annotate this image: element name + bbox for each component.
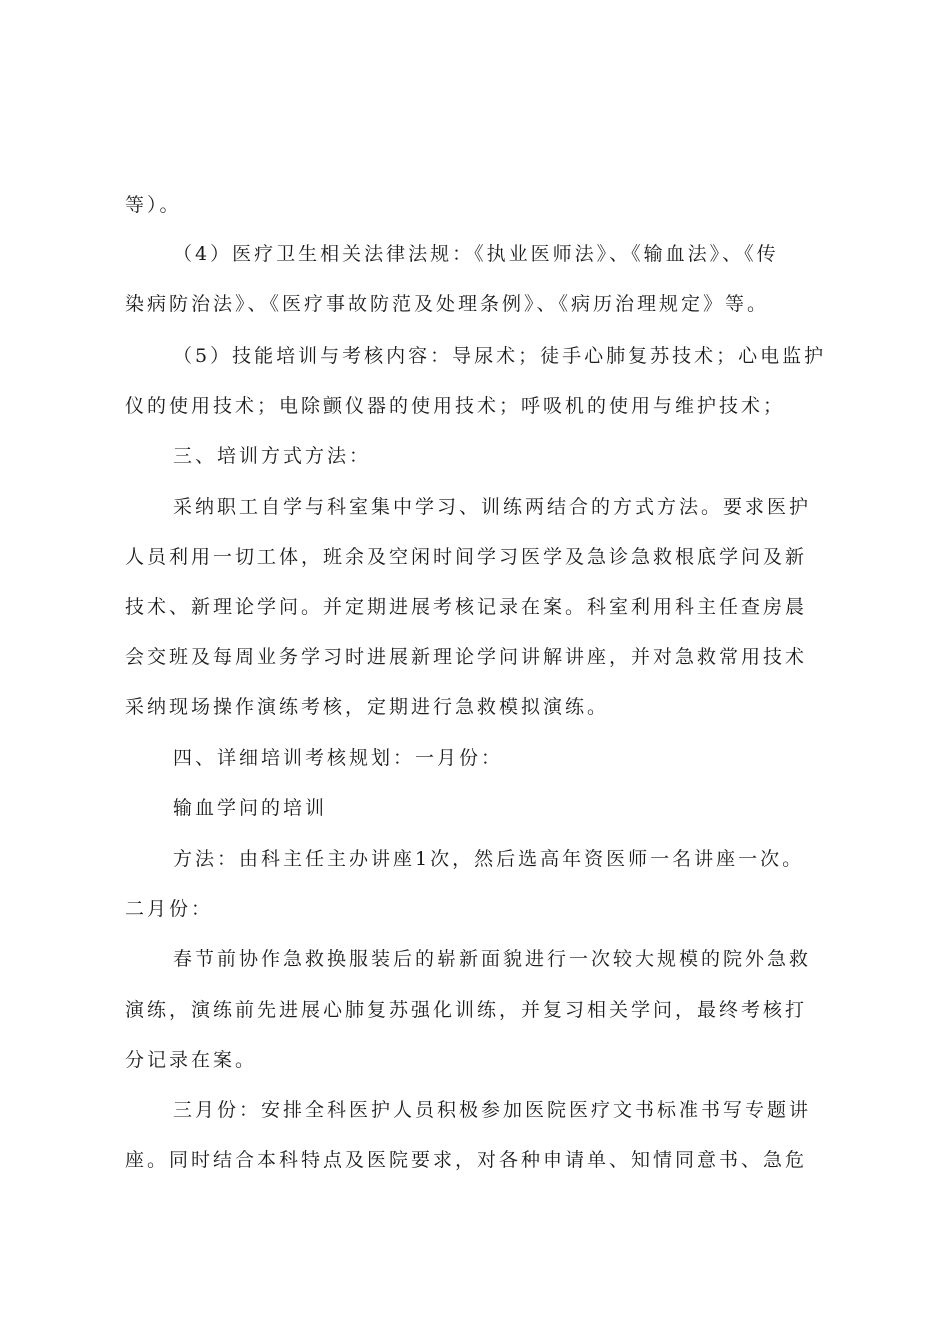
text-line: 仪的使用技术；电除颤仪器的使用技术；呼吸机的使用与维护技术； — [125, 395, 786, 417]
text-line: 等）。 — [125, 194, 182, 216]
paragraph-line: 方法：由科主任主办讲座1次，然后选高年资医师一名讲座一次。 — [173, 848, 805, 870]
paragraph-line: 春节前协作急救换服装后的崭新面貌进行一次较大规模的院外急救 — [173, 948, 812, 970]
section-heading: 三、培训方式方法： — [173, 445, 372, 467]
paragraph-line: （4）医疗卫生相关法律法规：《执业医师法》、《输血法》、《传 — [173, 243, 779, 265]
paragraph-line: 输血学问的培训 — [173, 797, 328, 819]
paragraph-line: 三月份：安排全科医护人员积极参加医院医疗文书标准书写专题讲 — [173, 1099, 812, 1121]
text-line: 染病防治法》、《医疗事故防范及处理条例》、《病历治理规定》等。 — [125, 293, 770, 315]
text-line: 二月份： — [125, 898, 214, 920]
text-line: 人员利用一切工体，班余及空闲时间学习医学及急诊急救根底学问及新 — [125, 546, 808, 568]
text-line: 分记录在案。 — [125, 1049, 258, 1071]
text-line: 演练，演练前先进展心肺复苏强化训练，并复习相关学问，最终考核打 — [125, 999, 808, 1021]
paragraph-line: 采纳职工自学与科室集中学习、训练两结合的方式方法。要求医护 — [173, 496, 812, 518]
text-line: 技术、新理论学问。并定期进展考核记录在案。科室利用科主任查房晨 — [125, 596, 808, 618]
text-line: 会交班及每周业务学习时进展新理论学问讲解讲座，并对急救常用技术 — [125, 646, 808, 668]
section-heading: 四、详细培训考核规划：一月份： — [173, 747, 504, 769]
text-line: 座。同时结合本科特点及医院要求，对各种申请单、知情同意书、急危 — [125, 1149, 808, 1171]
text-line: 采纳现场操作演练考核，定期进行急救模拟演练。 — [125, 696, 610, 718]
paragraph-line: （5）技能培训与考核内容：导尿术；徒手心肺复苏技术；心电监护 — [173, 345, 827, 367]
